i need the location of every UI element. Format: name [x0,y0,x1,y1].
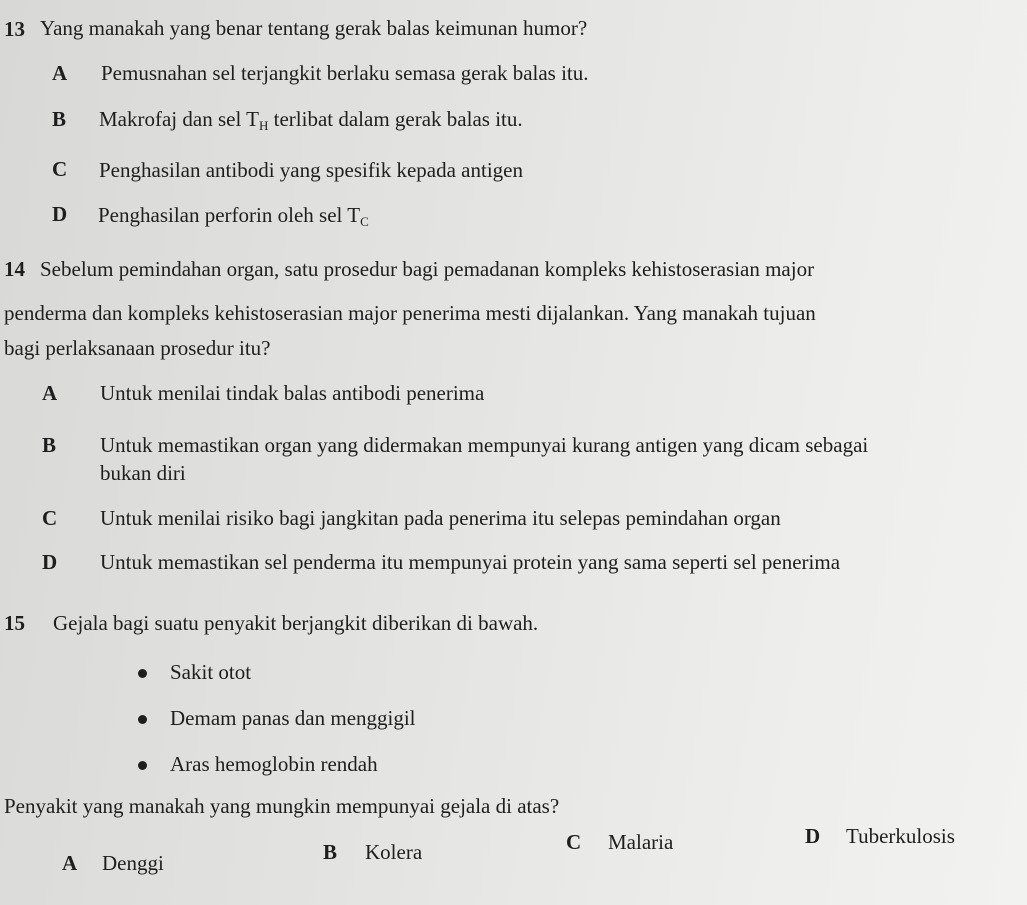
q15-option-a-letter[interactable]: A [62,851,78,875]
question-14-stem-line-3: bagi perlaksanaan prosedur itu? [4,336,271,360]
q14-option-b-text-line-1[interactable]: Untuk memastikan organ yang didermakan mempunyai kurang antigen yang dicam sebagai [100,433,869,457]
q13-option-d-subscript: C [360,214,369,229]
q13-option-d-text-pre: Penghasilan perforin oleh sel T [98,203,361,227]
symptom-item: Sakit otot [170,660,252,684]
q15-option-d-text[interactable]: Tuberkulosis [846,824,955,848]
question-15-stem: Gejala bagi suatu penyakit berjangkit diberikan di bawah. [53,611,539,635]
question-13-stem: Yang manakah yang benar tentang gerak balas keimunan humor? [40,16,588,40]
q15-option-b-text[interactable]: Kolera [365,840,423,864]
question-14-stem-line-1: Sebelum pemindahan organ, satu prosedur bagi pemadanan kompleks kehistoserasian major [40,257,815,281]
q13-option-c-letter[interactable]: C [52,157,68,181]
q14-option-c-text[interactable]: Untuk menilai risiko bagi jangkitan pada penerima itu selepas pemindahan organ [100,506,781,530]
question-13-number: 13 [4,17,25,41]
bullet-icon [138,669,147,678]
bullet-icon [138,715,147,724]
q14-option-d-text[interactable]: Untuk memastikan sel penderma itu mempunyai protein yang sama seperti sel penerima [100,550,841,574]
question-14-stem-line-2: penderma dan kompleks kehistoserasian major penerima mesti dijalankan. Yang manakah tujuan [4,301,816,325]
q13-option-b-subscript: H [258,118,269,133]
symptom-item: Aras hemoglobin rendah [170,752,378,776]
question-15-prompt: Penyakit yang manakah yang mungkin mempunyai gejala di atas? [4,794,560,818]
q14-option-c-letter[interactable]: C [42,506,58,530]
q14-option-d-letter[interactable]: D [42,550,58,574]
q13-option-b-letter[interactable]: B [52,107,67,131]
question-14-number: 14 [4,257,25,281]
q13-option-c-text[interactable]: Penghasilan antibodi yang spesifik kepada antigen [99,158,523,182]
q15-option-d-letter[interactable]: D [805,824,821,848]
q14-option-a-letter[interactable]: A [42,381,58,405]
q14-option-b-letter[interactable]: B [42,433,57,457]
q13-option-a-letter[interactable]: A [52,61,68,85]
q15-option-b-letter[interactable]: B [323,840,338,864]
symptom-item: Demam panas dan menggigil [170,706,416,730]
q14-option-b-text-line-2[interactable]: bukan diri [100,461,186,485]
q13-option-b-text-pre: Makrofaj dan sel T [99,107,259,131]
q13-option-a-text[interactable]: Pemusnahan sel terjangkit berlaku semasa gerak balas itu. [101,61,589,85]
q13-option-b-text[interactable] [99,107,523,133]
q13-option-d-text[interactable] [98,203,369,229]
q15-option-a-text[interactable]: Denggi [102,851,164,875]
q14-option-a-text[interactable]: Untuk menilai tindak balas antibodi penerima [100,381,485,405]
q13-option-b-text-post: terlibat dalam gerak balas itu. [268,107,523,131]
bullet-icon [138,761,147,770]
q13-option-d-letter[interactable]: D [52,202,68,226]
question-15-number: 15 [4,611,25,635]
q15-option-c-text[interactable]: Malaria [608,830,674,854]
q15-option-c-letter[interactable]: C [566,830,582,854]
